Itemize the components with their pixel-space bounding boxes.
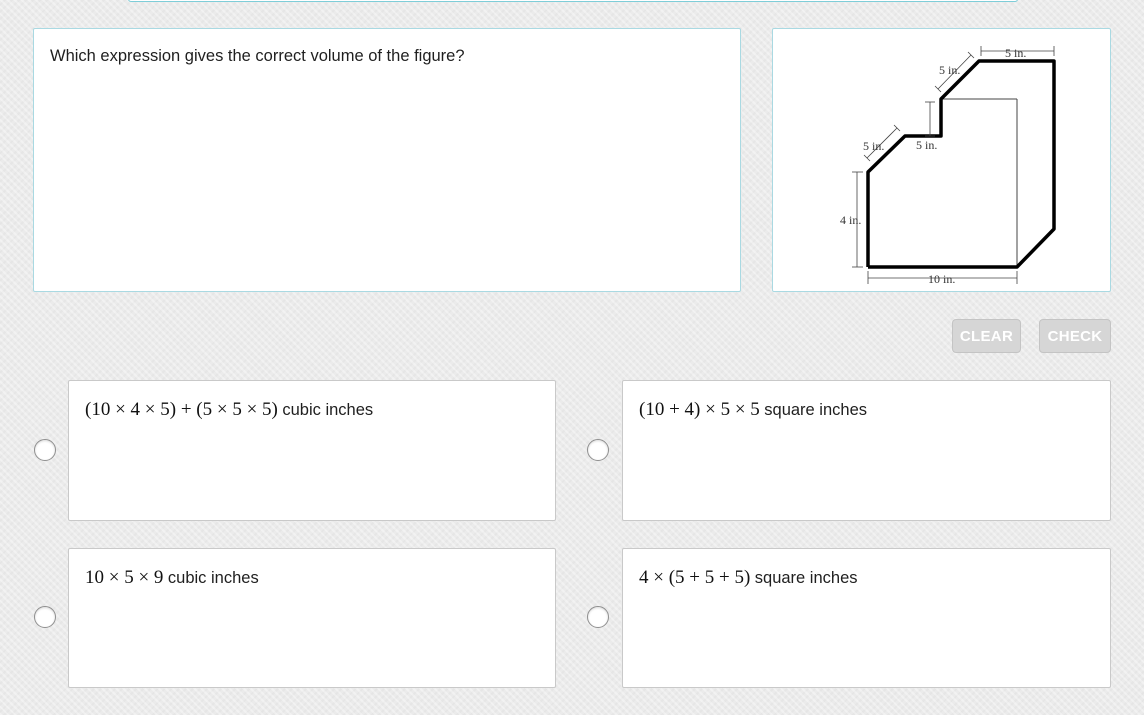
choice-d-text [639,567,858,589]
question-panel [33,28,741,292]
label-left-height: 4 in. [840,213,862,227]
choice-b-expression: (10 + 4) × 5 × 5 [639,399,760,420]
choice-d-expression: 4 × (5 + 5 + 5) [639,567,751,588]
label-step-height: 5 in. [916,138,938,152]
choice-b-unit: square inches [764,401,867,419]
choice-b[interactable] [622,380,1111,521]
choice-a[interactable] [68,380,556,521]
question-text: Which expression gives the correct volume of the figure? [50,47,465,65]
label-top-slant: 5 in. [939,63,961,77]
choice-c[interactable] [68,548,556,688]
choice-c-expression: 10 × 5 × 9 [85,567,164,588]
label-top-width: 5 in. [1005,46,1027,60]
label-step-slant: 5 in. [863,139,885,153]
figure-panel [772,28,1111,292]
choice-d[interactable] [622,548,1111,688]
top-bar [128,0,1018,2]
choice-c-radio[interactable] [34,606,56,628]
check-button[interactable]: CHECK [1039,319,1111,353]
figure-diagram [773,29,1110,291]
choice-d-unit: square inches [754,569,858,587]
label-bottom-width: 10 in. [928,272,956,286]
choice-a-expression: (10 × 4 × 5) + (5 × 5 × 5) [85,399,278,420]
choice-b-text [639,399,867,421]
choice-a-radio[interactable] [34,439,56,461]
choice-d-radio[interactable] [587,606,609,628]
choice-c-text [85,567,259,589]
choice-c-unit: cubic inches [167,569,259,587]
clear-button[interactable]: CLEAR [952,319,1021,353]
choice-a-unit: cubic inches [282,401,374,419]
choice-b-radio[interactable] [587,439,609,461]
choice-a-text [85,399,373,421]
